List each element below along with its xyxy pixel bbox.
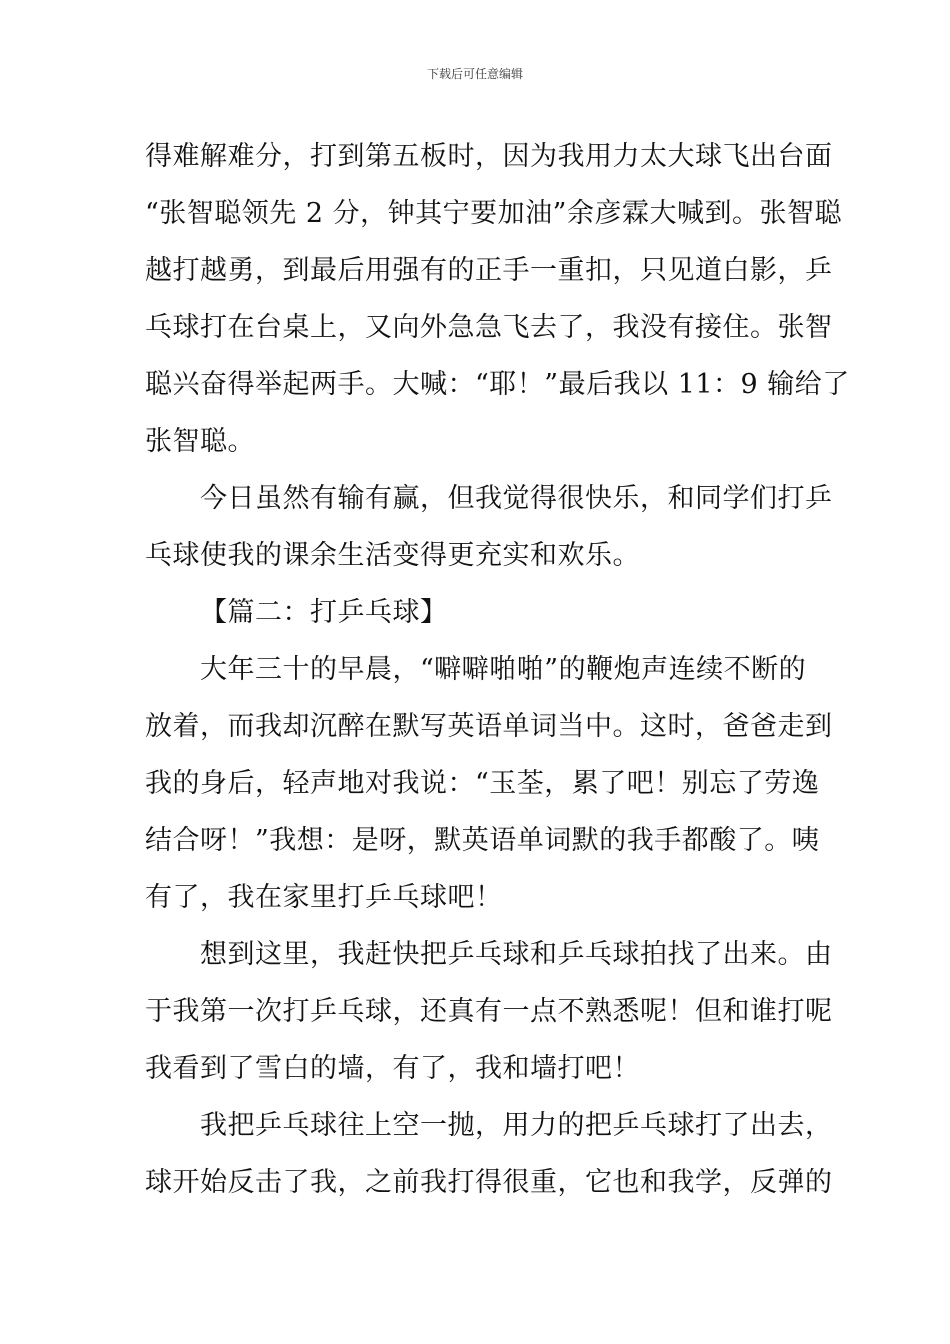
text-line: 于我第一次打乒乓球，还真有一点不熟悉呢！但和谁打呢 xyxy=(145,996,833,1027)
text-line: 我看到了雪白的墙，有了，我和墙打吧！ xyxy=(145,1053,640,1084)
text-line: 今日虽然有输有赢，但我觉得很快乐，和同学们打乒 xyxy=(200,483,833,514)
text-line: 乓球使我的课余生活变得更充实和欢乐。 xyxy=(145,540,640,571)
text-line: 聪兴奋得举起两手。大喊：“耶！”最后我以 11：9 输给了 xyxy=(145,369,850,400)
text-line: 越打越勇，到最后用强有的正手一重扣，只见道白影，乒 xyxy=(145,255,833,286)
text-line: 结合呀！”我想：是呀，默英语单词默的我手都酸了。咦 xyxy=(145,825,820,856)
text-line: 张智聪。 xyxy=(145,426,255,457)
document-body xyxy=(145,128,850,1211)
text-line: 得难解难分，打到第五板时，因为我用力太大球飞出台面 xyxy=(145,141,833,172)
text-line: 大年三十的早晨，“噼噼啪啪”的鞭炮声连续不断的 xyxy=(200,654,807,685)
text-line: 我把乒乓球往上空一抛，用力的把乒乓球打了出去， xyxy=(200,1110,833,1141)
text-line: 乓球打在台桌上，又向外急急飞去了，我没有接住。张智 xyxy=(145,312,833,343)
text-line: 球开始反击了我，之前我打得很重，它也和我学，反弹的 xyxy=(145,1167,833,1198)
section-heading: 【篇二：打乒乓球】 xyxy=(200,597,448,628)
text-line: 想到这里，我赶快把乒乓球和乒乓球拍找了出来。由 xyxy=(200,939,833,970)
text-line: “张智聪领先 2 分，钟其宁要加油”余彦霖大喊到。张智聪 xyxy=(145,198,842,229)
text-line: 放着，而我却沉醉在默写英语单词当中。这时，爸爸走到 xyxy=(145,711,833,742)
text-line: 有了，我在家里打乒乓球吧！ xyxy=(145,882,503,913)
text-line: 我的身后，轻声地对我说：“玉荃，累了吧！别忘了劳逸 xyxy=(145,768,820,799)
page-header: 下载后可任意编辑 xyxy=(426,67,523,81)
